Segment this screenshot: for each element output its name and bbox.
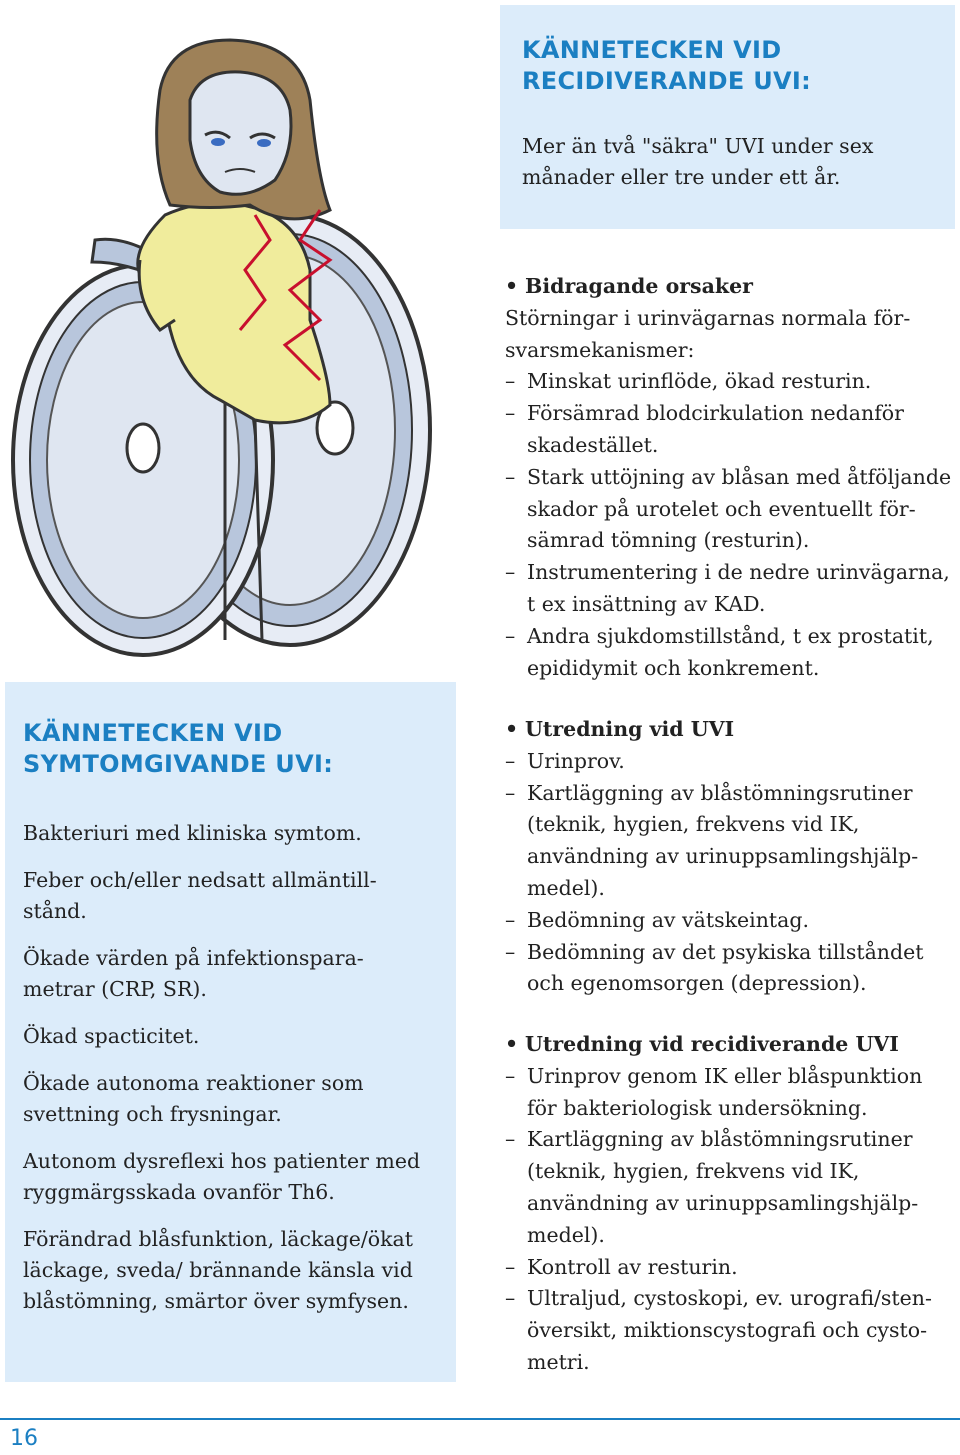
recurrent-investigation-title: • Utredning vid recidiverande UVI	[505, 1032, 899, 1056]
symptom-item: Ökade autonoma reaktioner som svettning och frysningar.	[23, 1071, 364, 1126]
list-item: – Ultraljud, cystoskopi, ev. urografi/sten- översikt, miktionscystografi och cysto- metri.	[505, 1286, 932, 1374]
list-item: – Försämrad blodcirkulation nedanför skadestället.	[505, 401, 904, 457]
list-item: – Bedömning av vätskeintag.	[505, 907, 809, 932]
contributing-intro: Störningar i urinvägarnas normala för- svarsmekanismer:	[505, 305, 911, 362]
symptom-item: Bakteriuri med kliniska symtom.	[23, 821, 362, 845]
symptom-item: Ökad spacticitet.	[23, 1024, 200, 1048]
symptom-item: Ökade värden på infektionspara- metrar (CRP, SR).	[23, 946, 364, 1001]
symptom-uvi-title: KÄNNETECKEN VID SYMTOMGIVANDE UVI:	[23, 719, 334, 778]
symptom-item: Feber och/eller nedsatt allmäntill- stånd.	[23, 868, 377, 923]
recurrent-uvi-box	[500, 5, 955, 229]
recurrent-uvi-text: Mer än två "säkra" UVI under sex månader eller tre under ett år.	[522, 134, 874, 189]
investigation-title: • Utredning vid UVI	[505, 717, 735, 741]
investigation-section	[505, 714, 955, 1000]
face	[190, 72, 291, 194]
footer-divider	[0, 1418, 960, 1420]
symptom-item: Autonom dysreflexi hos patienter med ryggmärgsskada ovanför Th6.	[23, 1149, 421, 1204]
wheelchair-illustration	[0, 0, 500, 682]
recurrent-investigation-section	[505, 1029, 955, 1379]
contributing-causes-section	[505, 271, 955, 684]
symptom-uvi-box	[5, 682, 456, 1382]
list-item: – Instrumentering i de nedre urinvägarna, t ex insättning av KAD.	[505, 560, 950, 616]
list-item: – Kartläggning av blåstömningsrutiner (teknik, hygien, frekvens vid IK, användning av urinuppsamlingshjälp- medel).	[505, 1127, 919, 1247]
list-item: – Kontroll av resturin.	[505, 1254, 738, 1279]
list-item: – Bedömning av det psykiska tillståndet och egenomsorgen (depression).	[505, 939, 924, 996]
symptom-item: Förändrad blåsfunktion, läckage/ökat läckage, sveda/ brännande känsla vid blåstömning, smärtor över symfysen.	[23, 1227, 413, 1313]
list-item: – Andra sjukdomstillstånd, t ex prostatit, epididymit och konkrement.	[505, 623, 934, 680]
contributing-title: • Bidragande orsaker	[505, 274, 753, 298]
list-item: – Urinprov.	[505, 748, 625, 773]
list-item: – Kartläggning av blåstömningsrutiner (teknik, hygien, frekvens vid IK, användning av urinuppsamlingshjälp- medel).	[505, 780, 919, 900]
recurrent-uvi-title: KÄNNETECKEN VID RECIDIVERANDE UVI:	[522, 36, 812, 95]
list-item: – Minskat urinflöde, ökad resturin.	[505, 369, 872, 394]
list-item: – Stark uttöjning av blåsan med åtföljande skador på urotelet och eventuellt för- sämrad tömning (resturin).	[505, 464, 952, 553]
list-item: – Urinprov genom IK eller blåspunktion för bakteriologisk undersökning.	[505, 1063, 923, 1120]
page-number: 16	[10, 1426, 38, 1451]
